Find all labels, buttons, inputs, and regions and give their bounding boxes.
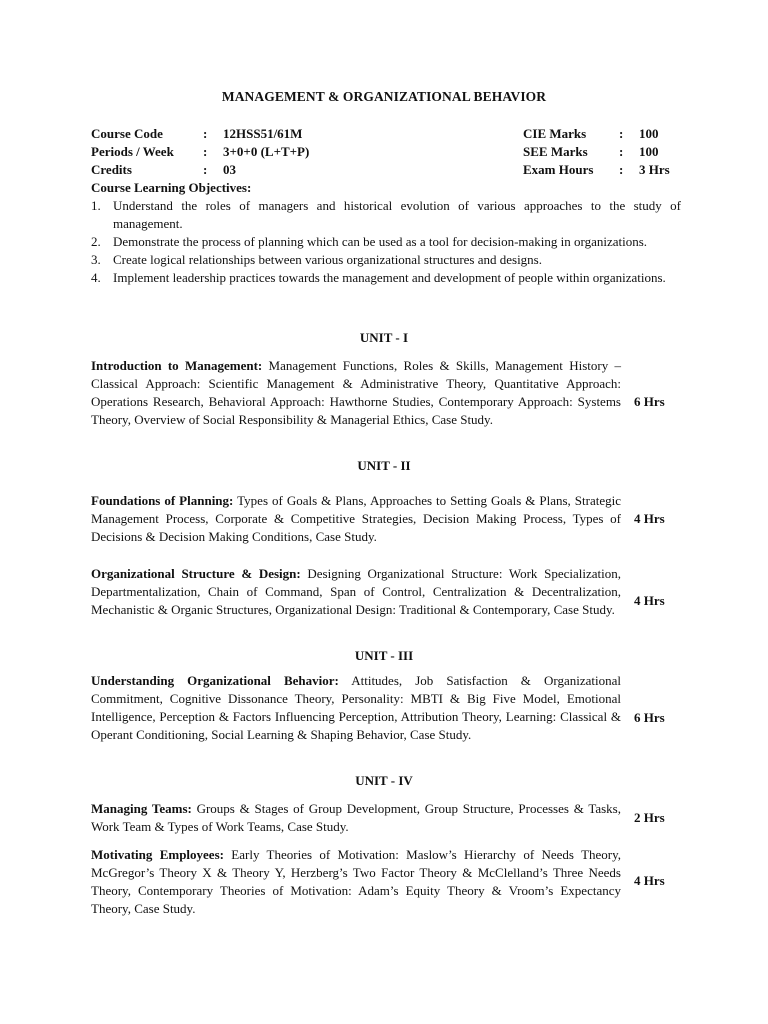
- see-marks-label: SEE Marks: [523, 144, 588, 159]
- credits-value: 03: [223, 162, 236, 177]
- colon: :: [619, 126, 624, 141]
- topic-body: Groups & Stages of Group Development, Group Structure, Processes & Tasks, Work Team & Types of Work Teams, Case Study.: [91, 801, 621, 834]
- unit-heading: UNIT - II: [357, 458, 411, 473]
- objective-item: [91, 269, 681, 287]
- credits-label: Credits: [91, 162, 132, 177]
- unit-heading: UNIT - I: [359, 330, 409, 345]
- topic-body: Types of Goals & Plans, Approaches to Setting Goals & Plans, Strategic Management Process, Corporate & Competitive Strategies, Decision Making Process, Types of Decisions & Decision Making Conditions, Case Study.: [91, 493, 622, 544]
- topic-paragraph: [91, 565, 621, 619]
- topic-heading: Motivating Employees:: [91, 847, 224, 862]
- objectives-heading: Course Learning Objectives:: [91, 180, 252, 195]
- course-info-row: [91, 143, 681, 161]
- objective-number: 4.: [91, 270, 101, 285]
- unit-heading: UNIT - IV: [355, 773, 413, 788]
- topic-paragraph: [91, 846, 621, 918]
- colon: :: [203, 162, 208, 177]
- topic-hours: 6 Hrs: [634, 710, 665, 725]
- cie-marks-label: CIE Marks: [523, 126, 587, 141]
- objective-text: Demonstrate the process of planning which can be used as a tool for decision-making in organizations.: [113, 234, 648, 249]
- topic-heading: Understanding Organizational Behavior:: [91, 673, 339, 688]
- topic-heading: Introduction to Management:: [91, 358, 263, 373]
- objective-item: [91, 251, 681, 269]
- topic-body: Attitudes, Job Satisfaction & Organizational Commitment, Cognitive Dissonance Theory, Personality: MBTI & Big Five Model, Emotional Intelligence, Perception & Factors Influencing Perception, Attribution Theory, Learning: Classical & Operant Conditioning, Social Learning & Shaping Behavior, Case Study.: [91, 673, 621, 742]
- colon: :: [619, 144, 624, 159]
- topic-body: Early Theories of Motivation: Maslow’s Hierarchy of Needs Theory, McGregor’s Theory X & Theory Y, Herzberg’s Two Factor Theory & McClelland’s Three Needs Theory, Contemporary Theories of Motivation: Adam’s Equity Theory & Vroom’s Expectancy Theory, Case Study.: [91, 847, 622, 916]
- course-info-block: [91, 125, 681, 179]
- topic-paragraph: [91, 492, 621, 546]
- topic-body: Management Functions, Roles & Skills, Management History – Classical Approach: Scientific Management & Administrative Theory, Quantitative Approach: Operations Research, Behavioral Approach: Hawthorne Studies, Contemporary Approach: Systems Theory, Overview of Social Responsibility & Managerial Ethics, Case Study.: [91, 358, 622, 427]
- objective-text: Create logical relationships between various organizational structures and designs.: [113, 252, 542, 267]
- page-title: MANAGEMENT & ORGANIZATIONAL BEHAVIOR: [221, 89, 547, 104]
- cie-marks-value: 100: [639, 126, 659, 141]
- learning-objectives: [91, 179, 681, 287]
- objective-item: [91, 233, 681, 251]
- periods-value: 3+0+0 (L+T+P): [223, 144, 310, 159]
- see-marks-value: 100: [639, 144, 659, 159]
- colon: :: [619, 162, 624, 177]
- unit-heading: UNIT - III: [354, 648, 414, 663]
- topic-hours: 6 Hrs: [634, 394, 665, 409]
- topic-hours: 4 Hrs: [634, 593, 665, 608]
- topic-paragraph: [91, 672, 621, 744]
- course-info-row: [91, 125, 681, 143]
- objective-text: Understand the roles of managers and historical evolution of various approaches to the study of management.: [113, 198, 681, 231]
- exam-hours-value: 3 Hrs: [639, 162, 670, 177]
- objective-text: Implement leadership practices towards the management and development of people within organizations.: [113, 270, 666, 285]
- objective-number: 1.: [91, 198, 101, 213]
- objective-number: 3.: [91, 252, 101, 267]
- colon: :: [203, 144, 208, 159]
- topic-hours: 4 Hrs: [634, 511, 665, 526]
- topic-heading: Foundations of Planning:: [91, 493, 234, 508]
- topic-hours: 4 Hrs: [634, 873, 665, 888]
- course-info-row: [91, 161, 681, 179]
- topic-paragraph: [91, 800, 621, 836]
- objective-number: 2.: [91, 234, 101, 249]
- periods-label: Periods / Week: [91, 144, 174, 159]
- topic-hours: 2 Hrs: [634, 810, 665, 825]
- topic-heading: Organizational Structure & Design:: [91, 566, 301, 581]
- course-code-label: Course Code: [91, 126, 163, 141]
- exam-hours-label: Exam Hours: [523, 162, 594, 177]
- topic-heading: Managing Teams:: [91, 801, 192, 816]
- objective-item: [91, 197, 681, 233]
- topic-body: Designing Organizational Structure: Work Specialization, Departmentalization, Chain of Command, Span of Control, Centralization & Decentralization, Mechanistic & Organic Structures, Organizational Design: Traditional & Contemporary, Case Study.: [91, 566, 621, 617]
- colon: :: [203, 126, 208, 141]
- topic-paragraph: [91, 357, 621, 429]
- course-code-value: 12HSS51/61M: [223, 126, 303, 141]
